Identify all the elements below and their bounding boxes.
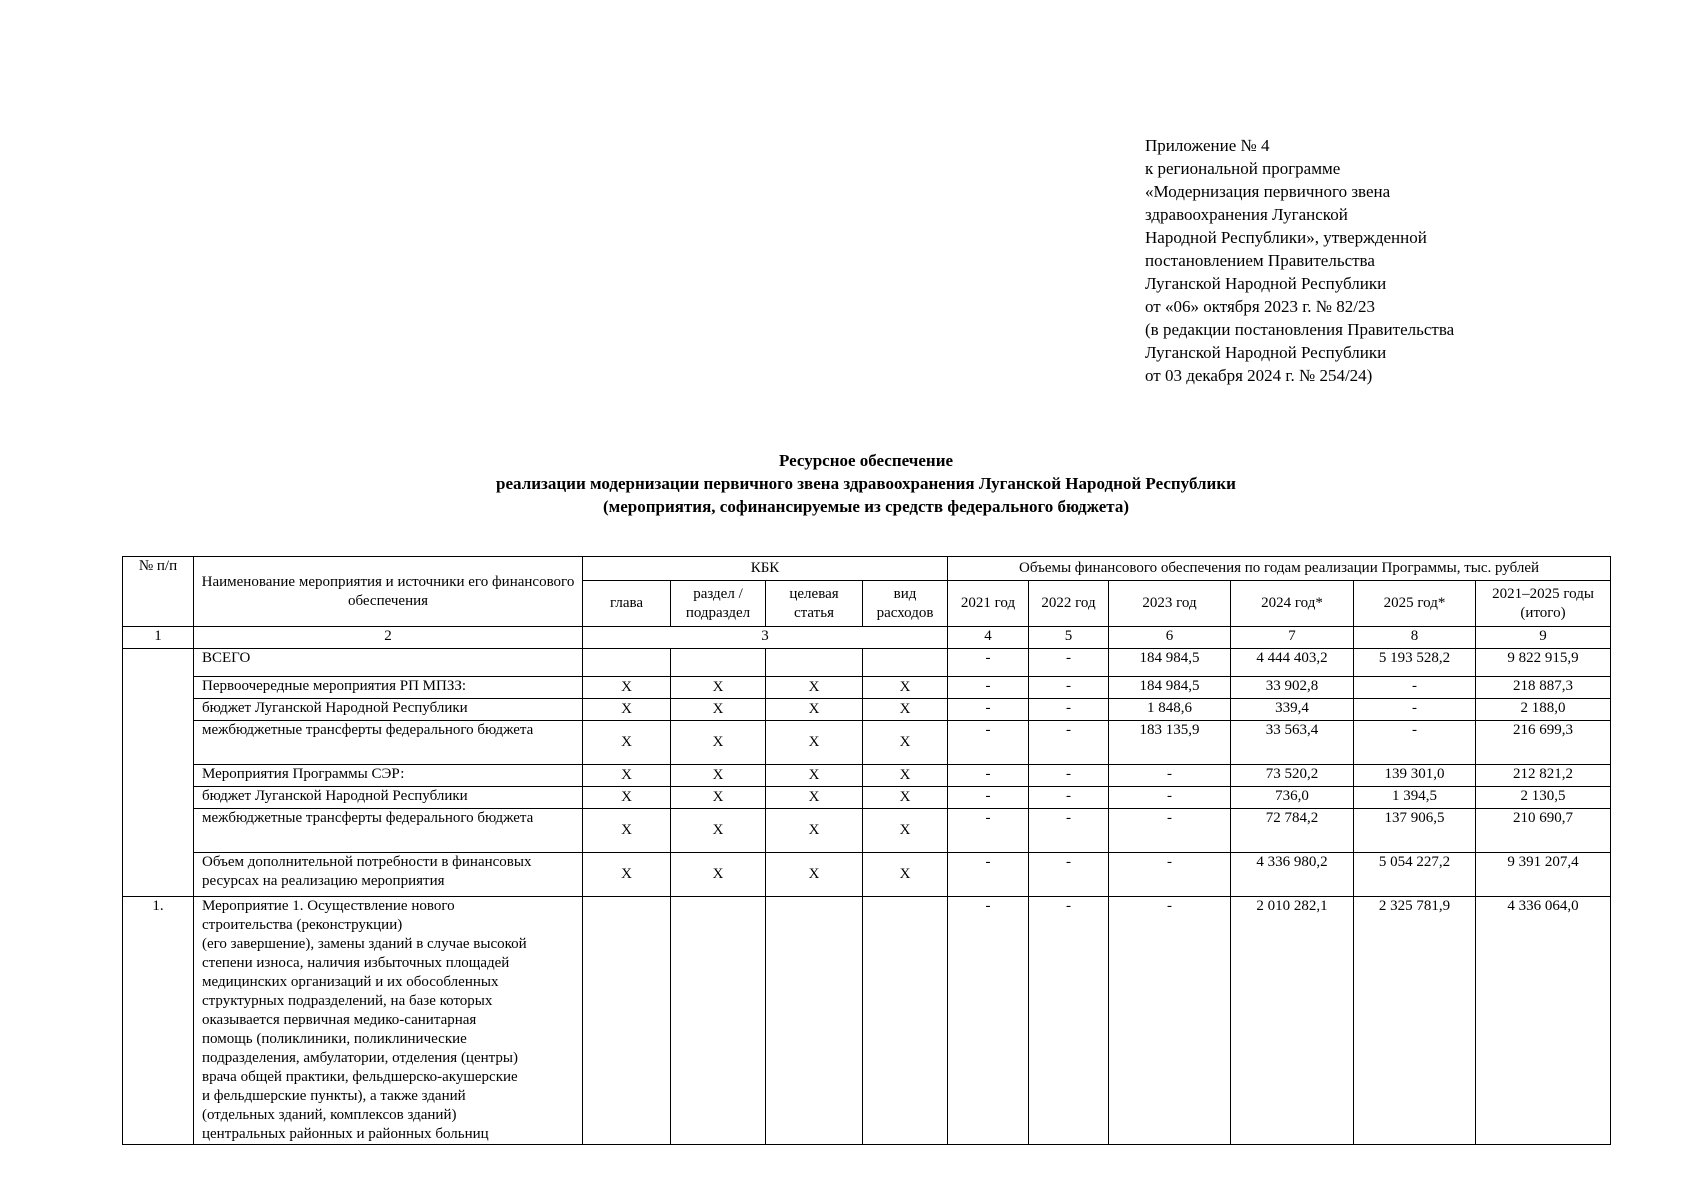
value-2021: -: [948, 809, 1029, 853]
value-2021: -: [948, 677, 1029, 699]
value-2022: -: [1029, 809, 1109, 853]
value-2023: -: [1109, 765, 1231, 787]
value-2023: -: [1109, 897, 1231, 1145]
value-2023: 184 984,5: [1109, 677, 1231, 699]
value-2025: 2 325 781,9: [1354, 897, 1476, 1145]
measure-row: [123, 897, 1611, 1145]
resource-table: [122, 556, 1611, 1145]
name-line: (его завершение), замены зданий в случае высокой: [202, 936, 527, 952]
value-2023: -: [1109, 787, 1231, 809]
kbk-razdel: Х: [671, 787, 766, 809]
value-2025: -: [1354, 677, 1476, 699]
value-2025: -: [1354, 721, 1476, 765]
col-number: 4: [948, 627, 1029, 649]
value-total: 9 822 915,9: [1476, 649, 1611, 677]
value-2021: -: [948, 853, 1029, 897]
value-2025: 5 054 227,2: [1354, 853, 1476, 897]
table-row: [123, 809, 1611, 853]
kbk-vid: Х: [863, 853, 948, 897]
value-2022: -: [1029, 721, 1109, 765]
kbk-celevaya: Х: [766, 809, 863, 853]
col-number: 6: [1109, 627, 1231, 649]
value-2022: -: [1029, 787, 1109, 809]
name-line: и фельдшерские пункты), а также зданий: [202, 1088, 466, 1104]
value-2025: 1 394,5: [1354, 787, 1476, 809]
value-2025: 5 193 528,2: [1354, 649, 1476, 677]
kbk-razdel: Х: [671, 765, 766, 787]
kbk-celevaya: Х: [766, 699, 863, 721]
kbk-razdel: Х: [671, 809, 766, 853]
value-total: 9 391 207,4: [1476, 853, 1611, 897]
value-2024: 72 784,2: [1231, 809, 1354, 853]
appendix-line: Народной Республики», утвержденной: [1145, 228, 1427, 247]
kbk-celevaya: Х: [766, 787, 863, 809]
kbk-glava: Х: [583, 809, 671, 853]
row-name: ВСЕГО: [194, 649, 583, 677]
table-row: [123, 787, 1611, 809]
value-2023: 184 984,5: [1109, 649, 1231, 677]
kbk-vid: Х: [863, 809, 948, 853]
value-2021: -: [948, 699, 1029, 721]
row-name: [194, 897, 583, 1145]
empty-cell: [863, 897, 948, 1145]
name-line: степени износа, наличия избыточных площадей: [202, 955, 510, 971]
row-name: межбюджетные трансферты федерального бюджета: [194, 809, 583, 853]
row-name: бюджет Луганской Народной Республики: [194, 787, 583, 809]
row-name: Объем дополнительной потребности в финансовых ресурсах на реализацию мероприятия: [194, 853, 583, 897]
name-line: подразделения, амбулатории, отделения (центры): [202, 1050, 518, 1066]
value-2022: -: [1029, 649, 1109, 677]
header-kbk-razdel: раздел / подраздел: [671, 581, 766, 627]
value-total: 218 887,3: [1476, 677, 1611, 699]
kbk-celevaya: Х: [766, 853, 863, 897]
appendix-line: «Модернизация первичного звена: [1145, 182, 1391, 201]
appendix-line: от «06» октября 2023 г. № 82/23: [1145, 297, 1375, 316]
kbk-vid: Х: [863, 765, 948, 787]
col-number: 5: [1029, 627, 1109, 649]
header-volumes: Объемы финансового обеспечения по годам реализации Программы, тыс. рублей: [948, 557, 1611, 581]
value-2024: 73 520,2: [1231, 765, 1354, 787]
value-2025: -: [1354, 699, 1476, 721]
column-number-row: [123, 627, 1611, 649]
total-row: [123, 649, 1611, 677]
header-total: 2021–2025 годы (итого): [1476, 581, 1611, 627]
header-kbk-vid: вид расходов: [863, 581, 948, 627]
kbk-vid: Х: [863, 677, 948, 699]
value-2024: 4 336 980,2: [1231, 853, 1354, 897]
value-total: 210 690,7: [1476, 809, 1611, 853]
col-number: 9: [1476, 627, 1611, 649]
kbk-vid: Х: [863, 721, 948, 765]
value-total: 212 821,2: [1476, 765, 1611, 787]
table-row: [123, 853, 1611, 897]
kbk-celevaya: Х: [766, 721, 863, 765]
value-2024: 736,0: [1231, 787, 1354, 809]
col-number: 8: [1354, 627, 1476, 649]
name-line: оказывается первичная медико-санитарная: [202, 1012, 477, 1028]
appendix-line: от 03 декабря 2024 г. № 254/24): [1145, 366, 1373, 385]
header-2021: 2021 год: [948, 581, 1029, 627]
col-number: 2: [194, 627, 583, 649]
row-name: межбюджетные трансферты федерального бюджета: [194, 721, 583, 765]
header-num: № п/п: [123, 557, 194, 627]
empty-cell: [863, 649, 948, 677]
value-2023: 1 848,6: [1109, 699, 1231, 721]
col-number: 3: [583, 627, 948, 649]
header-2022: 2022 год: [1029, 581, 1109, 627]
value-2022: -: [1029, 699, 1109, 721]
header-kbk-celevaya: целевая статья: [766, 581, 863, 627]
kbk-razdel: Х: [671, 677, 766, 699]
row-name: Мероприятия Программы СЭР:: [194, 765, 583, 787]
kbk-vid: Х: [863, 699, 948, 721]
name-line: центральных районных и районных больниц: [202, 1126, 489, 1142]
kbk-glava: Х: [583, 787, 671, 809]
value-2024: 33 902,8: [1231, 677, 1354, 699]
name-line: медицинских организаций и их обособленных: [202, 974, 499, 990]
name-line: (отдельных зданий, комплексов зданий): [202, 1107, 457, 1123]
empty-cell: [671, 897, 766, 1145]
value-2021: -: [948, 787, 1029, 809]
table-row: [123, 721, 1611, 765]
appendix-line: (в редакции постановления Правительства: [1145, 320, 1455, 339]
value-total: 2 130,5: [1476, 787, 1611, 809]
value-total: 2 188,0: [1476, 699, 1611, 721]
empty-cell: [766, 897, 863, 1145]
value-2021: -: [948, 897, 1029, 1145]
empty-cell: [671, 649, 766, 677]
value-2023: 183 135,9: [1109, 721, 1231, 765]
value-2022: -: [1029, 897, 1109, 1145]
appendix-line: здравоохранения Луганской: [1145, 205, 1348, 224]
kbk-glava: Х: [583, 721, 671, 765]
name-line: строительства (реконструкции): [202, 917, 403, 933]
value-2022: -: [1029, 677, 1109, 699]
header-2024: 2024 год*: [1231, 581, 1354, 627]
row-name: Первоочередные мероприятия РП МПЗЗ:: [194, 677, 583, 699]
appendix-line: Приложение № 4: [1145, 136, 1270, 155]
kbk-vid: Х: [863, 787, 948, 809]
value-2024: 339,4: [1231, 699, 1354, 721]
value-2024: 33 563,4: [1231, 721, 1354, 765]
empty-cell: [583, 649, 671, 677]
value-total: 216 699,3: [1476, 721, 1611, 765]
kbk-glava: Х: [583, 765, 671, 787]
table-row: [123, 699, 1611, 721]
table-row: [123, 677, 1611, 699]
value-2023: -: [1109, 853, 1231, 897]
kbk-celevaya: Х: [766, 677, 863, 699]
num-cell: 1.: [123, 897, 194, 1145]
value-2024: 4 444 403,2: [1231, 649, 1354, 677]
row-name: бюджет Луганской Народной Республики: [194, 699, 583, 721]
value-2023: -: [1109, 809, 1231, 853]
appendix-line: Луганской Народной Республики: [1145, 274, 1387, 293]
name-line: Мероприятие 1. Осуществление нового: [202, 898, 455, 914]
kbk-razdel: Х: [671, 699, 766, 721]
header-name: Наименование мероприятия и источники его финансового обеспечения: [194, 557, 583, 627]
appendix-note: [1145, 134, 1645, 387]
value-2021: -: [948, 765, 1029, 787]
title-line-3: (мероприятия, софинансируемые из средств федерального бюджета): [602, 497, 1130, 516]
value-2021: -: [948, 649, 1029, 677]
title-line-2: реализации модернизации первичного звена здравоохранения Луганской Народной Республики: [496, 474, 1236, 493]
name-line: врача общей практики, фельдшерско-акушерские: [202, 1069, 518, 1085]
value-2024: 2 010 282,1: [1231, 897, 1354, 1145]
value-2025: 139 301,0: [1354, 765, 1476, 787]
empty-cell: [766, 649, 863, 677]
header-2025: 2025 год*: [1354, 581, 1476, 627]
empty-cell: [583, 897, 671, 1145]
appendix-line: постановлением Правительства: [1145, 251, 1375, 270]
kbk-razdel: Х: [671, 721, 766, 765]
header-kbk: КБК: [583, 557, 948, 581]
document-title: [122, 449, 1610, 518]
appendix-line: Луганской Народной Республики: [1145, 343, 1387, 362]
value-2022: -: [1029, 853, 1109, 897]
value-total: 4 336 064,0: [1476, 897, 1611, 1145]
header-kbk-glava: глава: [583, 581, 671, 627]
value-2021: -: [948, 721, 1029, 765]
kbk-celevaya: Х: [766, 765, 863, 787]
value-2022: -: [1029, 765, 1109, 787]
col-number: 1: [123, 627, 194, 649]
num-cell: [123, 649, 194, 897]
header-2023: 2023 год: [1109, 581, 1231, 627]
kbk-glava: Х: [583, 699, 671, 721]
value-2025: 137 906,5: [1354, 809, 1476, 853]
title-line-1: Ресурсное обеспечение: [778, 451, 954, 470]
kbk-razdel: Х: [671, 853, 766, 897]
kbk-glava: Х: [583, 677, 671, 699]
appendix-line: к региональной программе: [1145, 159, 1341, 178]
table-row: [123, 765, 1611, 787]
name-line: структурных подразделений, на базе которых: [202, 993, 493, 1009]
col-number: 7: [1231, 627, 1354, 649]
name-line: помощь (поликлиники, поликлинические: [202, 1031, 467, 1047]
kbk-glava: Х: [583, 853, 671, 897]
